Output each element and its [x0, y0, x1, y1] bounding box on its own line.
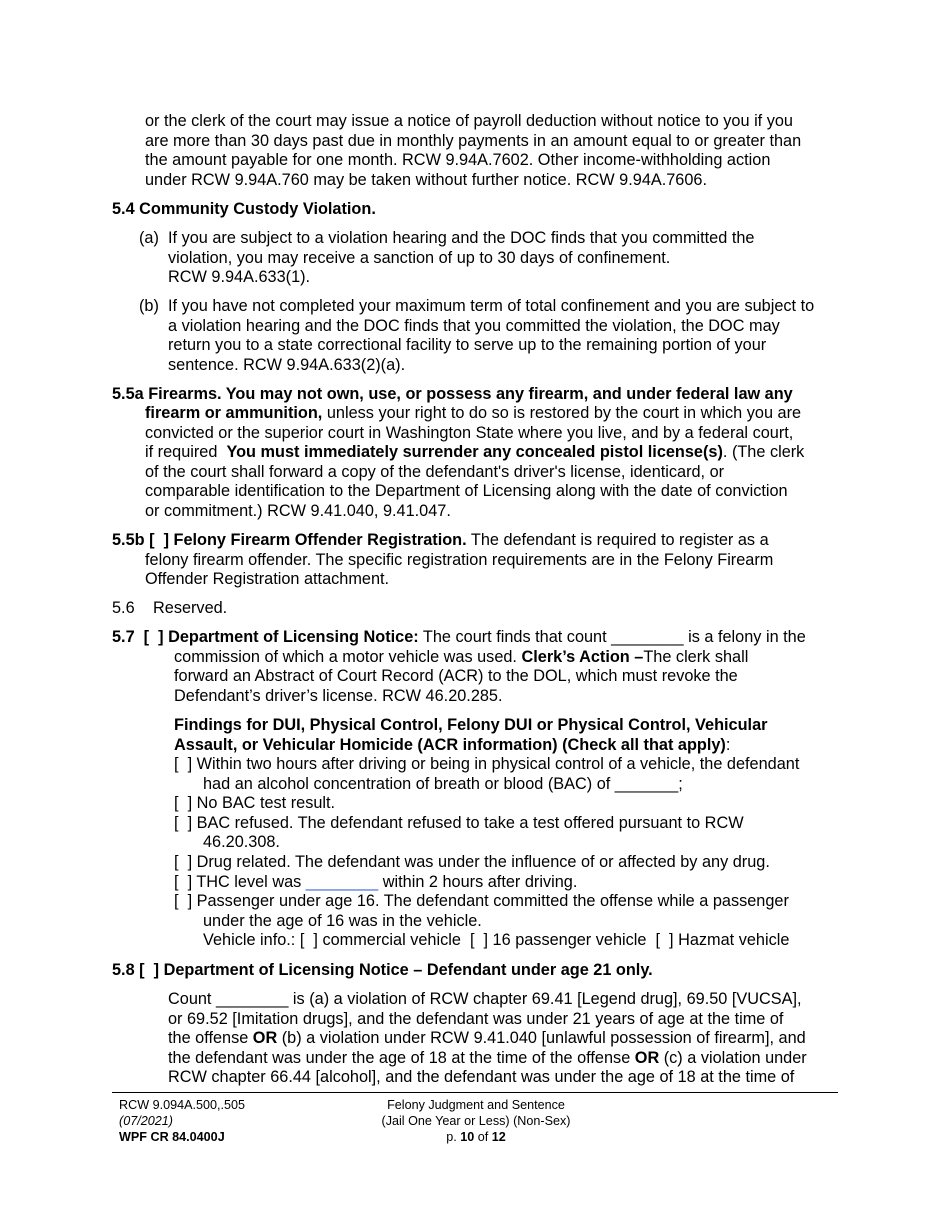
section-5-7-line-2-b: The clerk shall: [643, 648, 749, 666]
section-5-4-b-line-4: sentence. RCW 9.94A.633(2)(a).: [168, 356, 406, 374]
section-5-5b-line-1-rest: The defendant is required to register as a: [466, 531, 769, 549]
footer-page-prefix: p.: [446, 1130, 461, 1144]
finding-item-bac-line-1: [ ] Within two hours after driving or being in physical control of a vehicle, the defendant: [174, 755, 800, 773]
section-5-4-b-line-3: return you to a state correctional facility to serve up to the remaining portion of your: [168, 336, 767, 354]
finding-item-bac-line-2: had an alcohol concentration of breath or blood (BAC) of _______;: [203, 775, 683, 793]
footer-page-of: of: [474, 1130, 492, 1144]
section-5-4-b-line-1: If you have not completed your maximum term of total confinement and you are subject to: [168, 297, 815, 315]
or-bold-2: OR: [634, 1049, 660, 1067]
section-5-4-a-line-1: If you are subject to a violation hearing and the DOC finds that you committed the: [168, 229, 755, 247]
firearm-ammunition-bold: firearm or ammunition,: [145, 404, 323, 422]
section-5-8-line-1: Count ________ is (a) a violation of RCW chapter 69.41 [Legend drug], 69.50 [VUCSA],: [168, 990, 802, 1008]
section-5-8-line-3: [168, 1029, 806, 1049]
section-5-8-line-2: or 69.52 [Imitation drugs], and the defendant was under 21 years of age at the time of: [168, 1010, 784, 1028]
finding-item-no-bac: [ ] No BAC test result.: [174, 794, 336, 812]
section-5-8-line-3-b: (b) a violation under RCW 9.41.040 [unlawful possession of firearm], and: [277, 1029, 806, 1047]
footer-divider: [112, 1092, 838, 1093]
finding-item-thc: [174, 873, 577, 893]
footer-form-date: (07/2021): [119, 1114, 173, 1128]
section-5-5b-heading: 5.5b [ ] Felony Firearm Offender Registration.: [112, 531, 467, 549]
finding-item-bac-refused-line-1: [ ] BAC refused. The defendant refused to take a test offered pursuant to RCW: [174, 814, 744, 832]
section-5-4-b-marker: (b): [139, 297, 159, 315]
footer-page-number: [326, 1130, 626, 1146]
footer-doc-title: Felony Judgment and Sentence: [387, 1098, 565, 1112]
finding-item-thc-a: [ ] THC level was: [174, 873, 306, 891]
section-5-4-a-line-2: violation, you may receive a sanction of up to 30 days of confinement.: [168, 249, 671, 267]
finding-item-drug-related: [ ] Drug related. The defendant was under the influence of or affected by any drug.: [174, 853, 770, 871]
section-5-6-number: 5.6: [112, 599, 135, 617]
section-5-7-line-3: forward an Abstract of Court Record (ACR) to the DOL, which must revoke the: [174, 667, 738, 685]
finding-item-passenger-line-1: [ ] Passenger under age 16. The defendant committed the offense while a passenger: [174, 892, 789, 910]
section-5-8-line-3-a: the offense: [168, 1029, 253, 1047]
section-5-5a-line-7: or commitment.) RCW 9.41.040, 9.41.047.: [145, 502, 451, 520]
footer-rcw: RCW 9.094A.500,.505: [119, 1098, 246, 1112]
section-5-4-b-line-2: a violation hearing and the DOC finds that you committed the violation, the DOC may: [168, 317, 780, 335]
section-5-5a-line-4: [145, 443, 804, 463]
section-5-6-text: Reserved.: [153, 599, 228, 617]
section-5-7-line-1-rest: The court finds that count ________ is a felony in the: [418, 628, 806, 646]
section-5-5a-line-4-b: . (The clerk: [722, 443, 805, 461]
section-5-5b-line-3: Offender Registration attachment.: [145, 570, 390, 588]
section-5-5b-line-2: felony firearm offender. The specific registration requirements are in the Felony Firearm: [145, 551, 774, 569]
section-5-8-line-4: [168, 1049, 807, 1069]
section-5-5b-line-1: [112, 531, 769, 551]
footer-page-total: 12: [491, 1130, 506, 1144]
findings-heading-line-2: [174, 736, 730, 756]
footer-page-current: 10: [460, 1130, 475, 1144]
footer-form-number: WPF CR 84.0400J: [119, 1130, 225, 1144]
section-5-7-line-2: [174, 648, 748, 668]
section-5-4-heading: 5.4 Community Custody Violation.: [112, 200, 376, 218]
section-5-5a-line-4-a: if required: [145, 443, 227, 461]
section-5-5a-line-3: convicted or the superior court in Washington State where you live, and by a federal court,: [145, 424, 794, 442]
section-5-7-line-4: Defendant’s driver’s license. RCW 46.20.285.: [174, 687, 503, 705]
footer-doc-subtitle: (Jail One Year or Less) (Non-Sex): [381, 1114, 571, 1128]
intro-line-2: are more than 30 days past due in monthly payments in an amount equal to or greater than: [145, 132, 802, 150]
findings-heading-line-2-text: Assault, or Vehicular Homicide (ACR information) (Check all that apply): [174, 736, 726, 754]
vehicle-info-line: Vehicle info.: [ ] commercial vehicle [ ] 16 passenger vehicle [ ] Hazmat vehicle: [203, 931, 790, 949]
section-5-7-line-2-a: commission of which a motor vehicle was used.: [174, 648, 522, 666]
finding-item-thc-b: within 2 hours after driving.: [378, 873, 578, 891]
or-bold-1: OR: [252, 1029, 278, 1047]
surrender-license-bold: You must immediately surrender any concealed pistol license(s): [226, 443, 723, 461]
findings-colon: :: [725, 736, 731, 754]
section-5-7-line-1: [112, 628, 806, 648]
section-5-8-line-5: RCW chapter 66.44 [alcohol], and the defendant was under the age of 18 at the time of: [168, 1068, 795, 1086]
section-5-7-heading: 5.7 [ ] Department of Licensing Notice:: [112, 628, 419, 646]
section-5-5a-line-2-rest: unless your right to do so is restored by the court in which you are: [322, 404, 802, 422]
finding-item-bac-refused-line-2: 46.20.308.: [203, 833, 280, 851]
section-5-4-a-marker: (a): [139, 229, 159, 247]
thc-level-blank[interactable]: ________: [305, 873, 379, 891]
section-5-5a-line-6: comparable identification to the Department of Licensing along with the date of conviction: [145, 482, 788, 500]
section-5-5a-line-5: of the court shall forward a copy of the defendant's driver's license, identicard, or: [145, 463, 725, 481]
section-5-5a-line-2: [145, 404, 801, 424]
intro-line-4: under RCW 9.94A.760 may be taken without further notice. RCW 9.94A.7606.: [145, 171, 707, 189]
section-5-8-line-4-b: (c) a violation under: [659, 1049, 807, 1067]
finding-item-passenger-line-2: under the age of 16 was in the vehicle.: [203, 912, 482, 930]
section-5-8-line-4-a: the defendant was under the age of 18 at the time of the offense: [168, 1049, 635, 1067]
intro-line-1: or the clerk of the court may issue a notice of payroll deduction without notice to you if you: [145, 112, 793, 130]
section-5-5a-line-1: 5.5a Firearms. You may not own, use, or possess any firearm, and under federal law any: [112, 385, 793, 403]
findings-heading-line-1: Findings for DUI, Physical Control, Felony DUI or Physical Control, Vehicular: [174, 716, 768, 734]
section-5-4-a-line-3: RCW 9.94A.633(1).: [168, 268, 311, 286]
intro-line-3: the amount payable for one month. RCW 9.94A.7602. Other income-withholding action: [145, 151, 771, 169]
section-5-8-heading: 5.8 [ ] Department of Licensing Notice – Defendant under age 21 only.: [112, 961, 653, 979]
clerks-action-bold: Clerk’s Action –: [521, 648, 644, 666]
